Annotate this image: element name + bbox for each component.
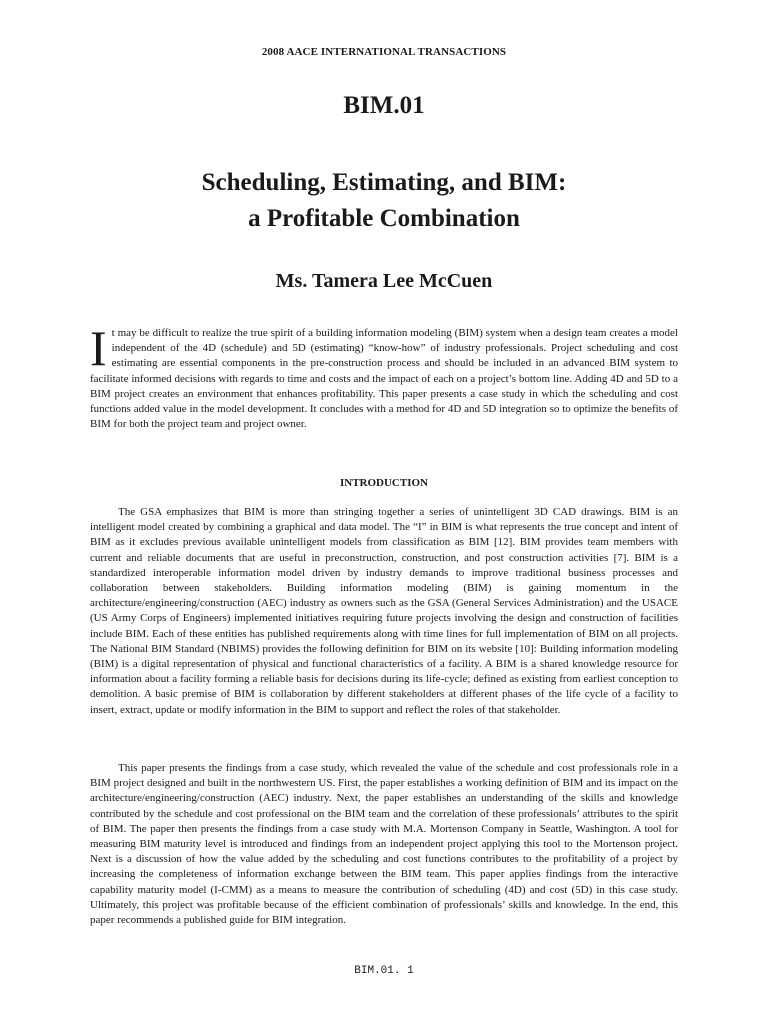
introduction-paragraph-2: This paper presents the findings from a case study, which revealed the value of the schedule and cost professionals role in a BIM project designed and built in the northwestern US. First, the paper establishes a working definition of BIM and its impact on the architecture/engineering/construction (AEC) industry. Next, the paper establishes an understanding of the skills and knowledge contributed by the schedule and cost professional on the BIM team and the correlation of these professionals’ attributes to the spirit of BIM. The paper then presents the findings from a case study with M.A. Mortenson Company in Seattle, Washington. A tool for measuring BIM maturity level is introduced and findings from an independent project applying this tool to the Mortenson project. Next is a discussion of how the value added by the scheduling and cost functions contributes to the profitability of a project by increasing the completeness of information exchange between the BIM team. This paper applies findings from the interactive capability maturity model (I-CMM) as a means to measure the contribution of scheduling (4D) and cost (5D) in this case study. Ultimately, this project was profitable because of the efficient combination of professionals’ skills and knowledge. In the end, this paper recommends a published guide for BIM integration.	[90, 762, 678, 927]
author-name: Ms. Tamera Lee McCuen	[275, 270, 493, 292]
abstract	[90, 320, 678, 432]
section-heading-introduction: INTRODUCTION	[339, 477, 428, 489]
paper-id: BIM.01	[343, 92, 425, 119]
paper-title-line-2: a Profitable Combination	[248, 205, 520, 232]
abstract-text: t may be difficult to realize the true spirit of a building information modeling (BIM) system when a design team creates a model independent of the 4D (schedule) and 5D (estimating) “know-how” of industry professionals. Project scheduling and cost estimating are essential components in the pre-construction process and should be included in an advanced BIM system to facilitate informed decisions with regards to time and costs and the impact of each on a project’s bottom line. Adding 4D and 5D to a BIM project creates an environment that enhances profitability. This paper presents a case study in which the scheduling and cost functions added value in the model development. It concludes with a method for 4D and 5D integration so to optimize the benefits of BIM for both the project team and project owner.	[90, 327, 678, 431]
paper-title-line-1: Scheduling, Estimating, and BIM:	[201, 169, 567, 196]
page-number: BIM.01. 1	[354, 965, 414, 977]
introduction-paragraph-1: The GSA emphasizes that BIM is more than stringing together a series of unintelligent 3D CAD drawings. BIM is an intelligent model created by combining a graphical and data model. The “I” in BIM is what represents the true concept and intent of BIM as it excludes previous available unintelligent models from classification as BIM [12]. BIM provides team members with current and reliable documents that are useful in preconstruction, construction, and post construction activities [7]. BIM is a standardized interoperable information model driven by industry demands to improve traditional business processes and collaboration between stakeholders. Building information modeling (BIM) is gaining momentum in the architecture/engineering/construction (AEC) industry as owners such as the GSA (General Services Administration) and the USACE (US Army Corps of Engineers) implemented initiatives requiring future projects involving the design and construction of facilities include BIM. Each of these entities has published requirements along with time lines for full implementation of BIM on all projects. The National BIM Standard (NBIMS) provides the following definition for BIM on its website [10]: Building information modeling (BIM) is a digital representation of physical and functional characteristics of a facility. A BIM is a shared knowledge resource for information about a facility forming a reliable basis for decisions during its life-cycle; defined as existing from earliest conception to demolition. A basic premise of BIM is collaboration by different stakeholders at different phases of the life cycle of a facility to insert, extract, update or modify information in the BIM to support and reflect the roles of that stakeholder.	[90, 506, 678, 716]
journal-header: 2008 AACE INTERNATIONAL TRANSACTIONS	[261, 46, 507, 58]
abstract-dropcap: I	[90, 320, 107, 376]
paper-title	[0, 165, 768, 237]
